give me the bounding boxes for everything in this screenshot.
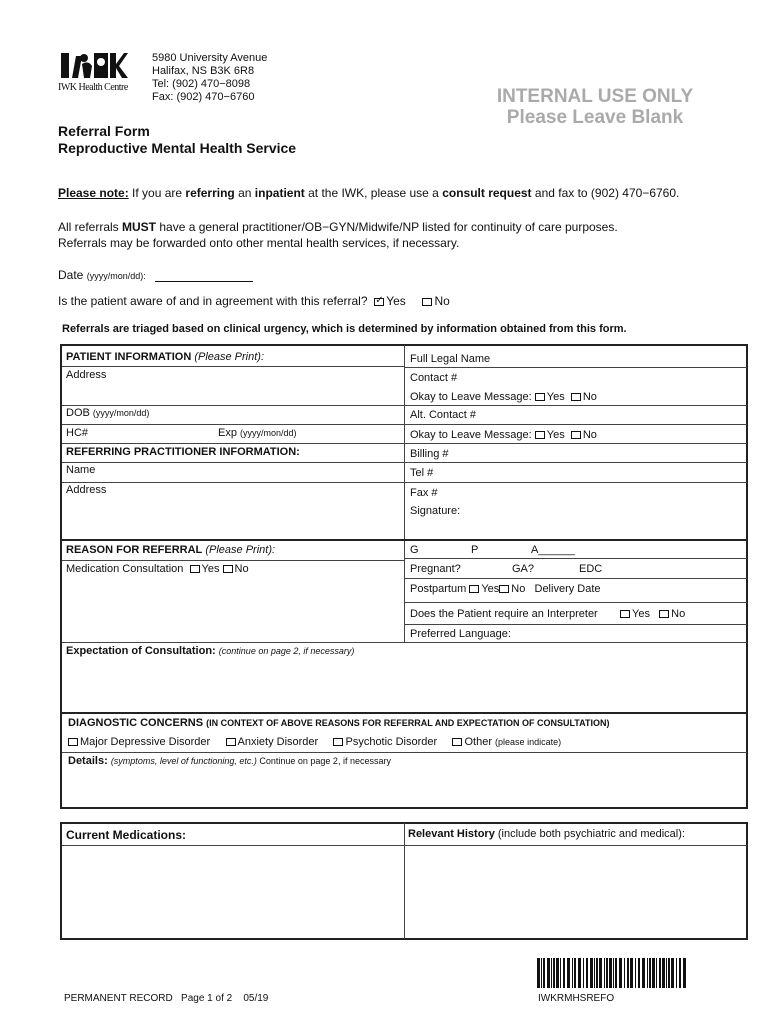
meds-divider (404, 823, 405, 939)
patient-exp-label[interactable] (218, 427, 297, 439)
row-line (405, 578, 747, 579)
psychotic-label: Psychotic Disorder (345, 736, 438, 748)
current-medications-label[interactable]: Current Medications: (66, 828, 187, 842)
barcode-icon (537, 958, 690, 988)
anxiety-checkbox[interactable] (226, 738, 236, 746)
barcode-bar (679, 958, 681, 988)
reason-header (66, 544, 275, 556)
row-line (62, 424, 747, 425)
row-line (62, 462, 747, 463)
barcode-bar (574, 958, 576, 988)
internal-use-notice (470, 86, 720, 128)
med-consult-row (66, 563, 249, 575)
note-label: Please note: (58, 186, 129, 200)
barcode-label: IWKRMHSREFO (538, 993, 615, 1004)
barcode-bar (563, 958, 565, 988)
referral-requirements (58, 219, 618, 251)
patient-header-hint: (Please Print): (194, 351, 265, 363)
note-text: an (234, 186, 255, 200)
alt-message-no-label: No (582, 429, 597, 441)
med-consult-label: Medication Consultation (66, 563, 184, 575)
row-line (62, 366, 404, 367)
barcode-bar (560, 958, 561, 988)
practitioner-address-label[interactable]: Address (66, 484, 107, 496)
aware-row (58, 294, 450, 308)
patient-dob-label[interactable] (66, 407, 149, 419)
practitioner-header: REFERRING PRACTITIONER INFORMATION: (66, 446, 300, 458)
other-hint: (please indicate) (495, 737, 562, 747)
row-line (62, 405, 747, 406)
barcode-bar (590, 958, 593, 988)
row-line (62, 560, 404, 561)
barcode-bar (668, 958, 670, 988)
practitioner-name-label[interactable]: Name (66, 464, 96, 476)
diagnostic-header-hint: (IN CONTEXT OF ABOVE REASONS FOR REFERRAL AND EXPECTATION OF CONSULTATION) (206, 718, 610, 728)
details-row[interactable] (68, 755, 391, 767)
triage-note: Referrals are triaged based on clinical urgency, which is determined by information obtained from this form. (62, 323, 627, 335)
reason-header-label: REASON FOR REFERRAL (66, 544, 203, 556)
barcode-bar (642, 958, 645, 988)
req-bold: MUST (122, 220, 157, 234)
dob-format: (yyyy/mon/dd) (92, 408, 150, 418)
row-line (62, 482, 747, 483)
table-divider (404, 345, 405, 642)
barcode-bar (583, 958, 584, 988)
must-have-line (58, 219, 618, 235)
barcode-bar (547, 958, 550, 988)
barcode-bar (627, 958, 629, 988)
barcode-bar (596, 958, 598, 988)
barcode-bar (553, 958, 555, 988)
para-label[interactable]: P (471, 544, 479, 556)
barcode-bar (556, 958, 559, 988)
okay-message-label: Okay to Leave Message: (410, 391, 532, 403)
inpatient-note (58, 186, 679, 200)
form-title-line2: Reproductive Mental Health Service (58, 140, 297, 156)
med-consult-no-label: No (234, 563, 249, 575)
expectation-row[interactable] (66, 645, 354, 657)
row-line (62, 845, 747, 846)
abortus-label[interactable]: A______ (531, 544, 576, 556)
barcode-bar (635, 958, 636, 988)
form-title (58, 123, 296, 157)
barcode-bar (606, 958, 608, 988)
date-row (58, 268, 146, 282)
barcode-bar (572, 958, 573, 988)
expectation-hint: (continue on page 2, if necessary) (218, 646, 355, 656)
details-cont: Continue on page 2, if necessary (256, 756, 391, 766)
billing-label[interactable]: Billing # (410, 448, 449, 460)
row-line (405, 558, 747, 559)
message-no-checkbox[interactable] (571, 393, 581, 401)
anxiety-label: Anxiety Disorder (237, 736, 319, 748)
barcode-bar (543, 958, 545, 988)
row-line (405, 602, 747, 603)
note-text: and fax to (902) 470−6760. (531, 186, 680, 200)
facility-fax: Fax: (902) 470−6760 (152, 91, 255, 103)
okay-message-row-1 (410, 391, 597, 403)
mdd-checkbox[interactable] (68, 738, 78, 746)
alt-message-yes-checkbox[interactable] (535, 431, 545, 439)
delivery-date-label: Delivery Date (534, 583, 601, 595)
barcode (537, 958, 690, 988)
mdd-label: Major Depressive Disorder (80, 736, 211, 748)
aware-yes-checkbox[interactable] (374, 298, 384, 306)
row-line (62, 443, 747, 444)
barcode-bar (567, 958, 570, 988)
reason-header-hint: (Please Print): (205, 544, 276, 556)
alt-message-no-checkbox[interactable] (571, 431, 581, 439)
aware-question: Is the patient aware of and in agreement with this referral? (58, 294, 368, 308)
barcode-bar (537, 958, 540, 988)
med-consult-no-checkbox[interactable] (223, 565, 233, 573)
note-text: If you are (128, 186, 186, 200)
barcode-bar (630, 958, 633, 988)
note-bold: referring (185, 186, 235, 200)
relevant-history-row[interactable] (408, 828, 685, 840)
internal-use-line2: Please Leave Blank (506, 107, 684, 128)
postpartum-label: Postpartum (410, 583, 467, 595)
note-bold: consult request (442, 186, 532, 200)
interpreter-yes-checkbox[interactable] (620, 610, 630, 618)
internal-use-line1: INTERNAL USE ONLY (496, 86, 694, 107)
barcode-bar (594, 958, 595, 988)
logo-text: IWK Health Centre (58, 82, 128, 93)
postpartum-yes-label: Yes (481, 583, 500, 595)
facility-address (152, 52, 267, 104)
address-line1: 5980 University Avenue (152, 52, 268, 64)
patient-header-label: PATIENT INFORMATION (66, 351, 192, 363)
barcode-bar (624, 958, 625, 988)
postpartum-yes-checkbox[interactable] (469, 585, 479, 593)
diagnostic-header (68, 717, 609, 729)
barcode-bar (604, 958, 605, 988)
okay-message-label: Okay to Leave Message: (410, 429, 532, 441)
postpartum-no-checkbox[interactable] (499, 585, 509, 593)
interpreter-row (410, 608, 598, 620)
barcode-bar (656, 958, 657, 988)
barcode-bar (683, 958, 686, 988)
message-yes-checkbox[interactable] (535, 393, 545, 401)
form-title-line1: Referral Form (58, 123, 150, 139)
details-label: Details: (68, 755, 108, 767)
med-consult-yes-checkbox[interactable] (190, 565, 200, 573)
logo-figures-icon (58, 50, 128, 80)
row-line (405, 367, 747, 368)
barcode-bar (649, 958, 651, 988)
note-text: at the IWK, please use a (304, 186, 443, 200)
row-line (405, 624, 747, 625)
contact-label[interactable]: Contact # (410, 372, 458, 384)
barcode-bar (609, 958, 612, 988)
aware-yes-label: Yes (386, 294, 406, 308)
okay-message-row-2 (410, 429, 597, 441)
address-line2: Halifax, NS B3K 6R8 (152, 65, 255, 77)
iwk-logo (58, 50, 128, 92)
row-line (62, 752, 747, 753)
interpreter-options (620, 608, 685, 620)
barcode-bar (619, 958, 622, 988)
edc-label[interactable]: EDC (579, 563, 603, 575)
alt-message-yes-label: Yes (546, 429, 565, 441)
aware-no-checkbox[interactable] (422, 298, 432, 306)
barcode-bar (666, 958, 667, 988)
aware-no-label: No (434, 294, 450, 308)
interpreter-no-label: No (671, 608, 686, 620)
relevant-history-hint: (include both psychiatric and medical): (494, 828, 685, 840)
section-line (62, 539, 747, 541)
row-line (62, 642, 747, 643)
patient-address-label[interactable]: Address (66, 369, 107, 381)
other-checkbox[interactable] (452, 738, 462, 746)
section-line (62, 712, 747, 714)
diagnostic-options (68, 736, 561, 748)
barcode-bar (578, 958, 581, 988)
message-yes-label: Yes (546, 391, 565, 403)
barcode-bar (613, 958, 614, 988)
interpreter-label: Does the Patient require an Interpreter (410, 608, 598, 620)
patient-header (66, 351, 264, 363)
barcode-bar (599, 958, 602, 988)
interpreter-yes-label: Yes (632, 608, 650, 620)
exp-label: Exp (218, 427, 237, 439)
full-legal-name-label[interactable]: Full Legal Name (410, 353, 491, 365)
req-text: All referrals (58, 220, 123, 234)
facility-tel: Tel: (902) 470−8098 (152, 78, 251, 90)
other-label: Other (464, 736, 492, 748)
barcode-bar (615, 958, 617, 988)
note-bold: inpatient (254, 186, 305, 200)
barcode-bar (541, 958, 542, 988)
patient-hc-label[interactable]: HC# (66, 427, 89, 439)
gravida-label[interactable]: G (410, 544, 419, 556)
barcode-bar (652, 958, 655, 988)
footer-record: PERMANENT RECORD Page 1 of 2 05/19 (64, 993, 269, 1004)
exp-format: (yyyy/mon/dd) (240, 428, 297, 438)
psychotic-checkbox[interactable] (333, 738, 343, 746)
dob-label: DOB (66, 407, 90, 419)
interpreter-no-checkbox[interactable] (659, 610, 669, 618)
barcode-bar (662, 958, 665, 988)
details-hint: (symptoms, level of functioning, etc.) (110, 756, 257, 766)
barcode-bar (647, 958, 648, 988)
barcode-bar (659, 958, 661, 988)
relevant-history-label: Relevant History (408, 828, 495, 840)
postpartum-no-label: No (511, 583, 526, 595)
barcode-bar (676, 958, 677, 988)
barcode-bar (551, 958, 552, 988)
date-label: Date (58, 268, 84, 282)
barcode-bar (638, 958, 640, 988)
forward-line: Referrals may be forwarded onto other mental health services, if necessary. (58, 236, 460, 250)
barcode-bar (671, 958, 674, 988)
expectation-label: Expectation of Consultation: (66, 645, 216, 657)
req-text: have a general practitioner/OB−GYN/Midwife/NP listed for continuity of care purposes. (156, 220, 618, 234)
date-input-line[interactable] (155, 281, 253, 282)
practitioner-fax-label[interactable]: Fax # (410, 487, 438, 499)
signature-label[interactable]: Signature: (410, 505, 461, 517)
message-no-label: No (582, 391, 597, 403)
postpartum-row (410, 583, 601, 595)
diagnostic-header-label: DIAGNOSTIC CONCERNS (68, 717, 204, 729)
practitioner-tel-label[interactable]: Tel # (410, 467, 434, 479)
barcode-bar (586, 958, 588, 988)
ga-label[interactable]: GA? (512, 563, 535, 575)
pregnant-label[interactable]: Pregnant? (410, 563, 461, 575)
preferred-language-label[interactable]: Preferred Language: (410, 628, 511, 640)
alt-contact-label[interactable]: Alt. Contact # (410, 409, 477, 421)
date-format: (yyyy/mon/dd): (86, 271, 146, 281)
med-consult-yes-label: Yes (201, 563, 220, 575)
